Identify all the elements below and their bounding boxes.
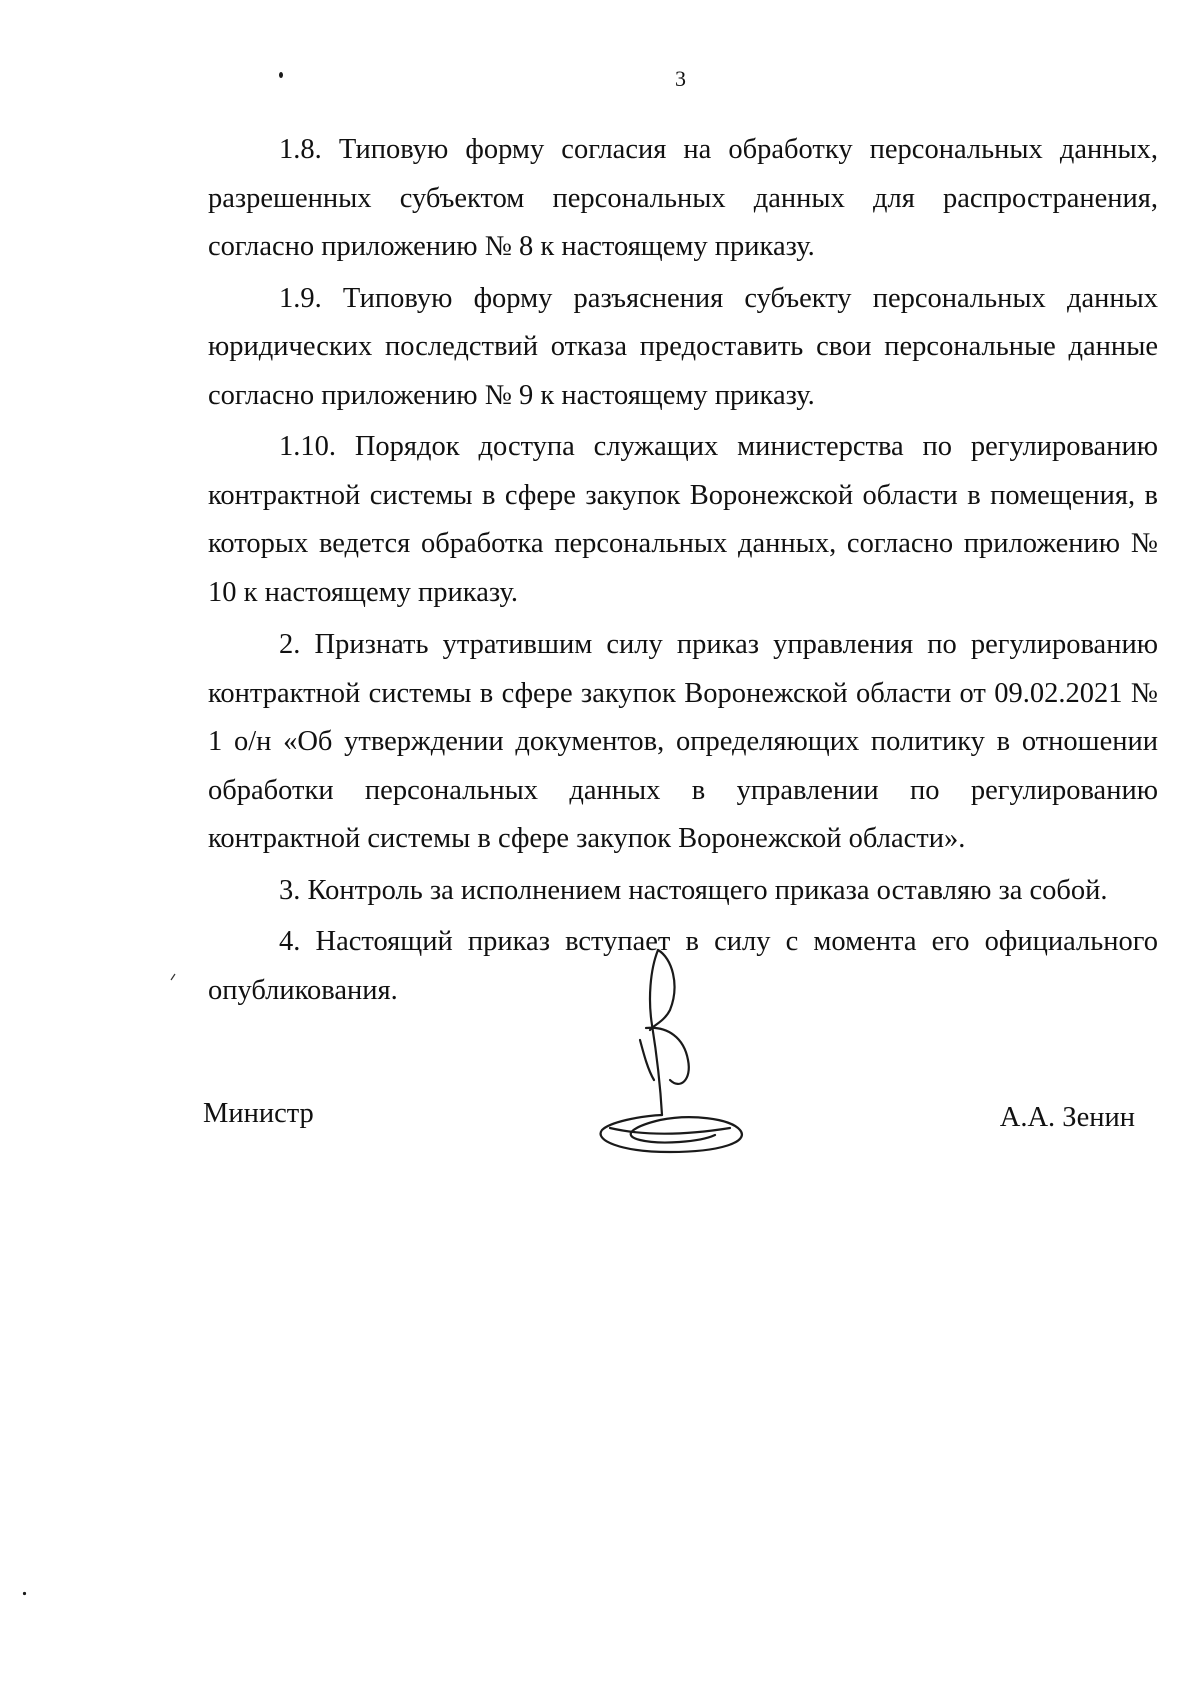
scan-speck <box>22 1591 27 1596</box>
signature-block <box>203 1098 1135 1158</box>
page-number: 3 <box>675 66 686 91</box>
paragraph-1-10: 1.10. Порядок доступа служащих министерства по регулированию контрактной системы в сфере закупок Воронежской области в помещения, в которых ведется обработка персональных данных, согласно приложению № 10 к настоящему приказу. <box>208 431 1158 608</box>
scan-speck <box>278 71 284 79</box>
paragraph-1-8: 1.8. Типовую форму согласия на обработку персональных данных, разрешенных субъектом персональных данных для распространения, согласно приложению № 8 к настоящему приказу. <box>208 134 1158 262</box>
signer-name: А.А. Зенин <box>999 1102 1135 1133</box>
paragraph-1-9: 1.9. Типовую форму разъяснения субъекту персональных данных юридических последствий отказа предоставить свои персональные данные согласно приложению № 9 к настоящему приказу. <box>208 282 1158 411</box>
document-body <box>208 126 1158 1018</box>
scan-speck <box>170 973 176 981</box>
paragraph-2: 2. Признать утратившим силу приказ управления по регулированию контрактной системы в сфере закупок Воронежской области от 09.02.2021 № 1 о/н «Об утверждении документов, определяющих политику в отношении обработки персональных данных в управлении по регулированию контрактной системы в сфере закупок Воронежской области». <box>208 629 1158 854</box>
paragraph-4: 4. Настоящий приказ вступает в силу с момента его официального опубликования. <box>208 926 1158 1006</box>
signer-position: Министр <box>203 1098 314 1129</box>
paragraph-3: 3. Контроль за исполнением настоящего приказа оставляю за собой. <box>279 874 1108 906</box>
